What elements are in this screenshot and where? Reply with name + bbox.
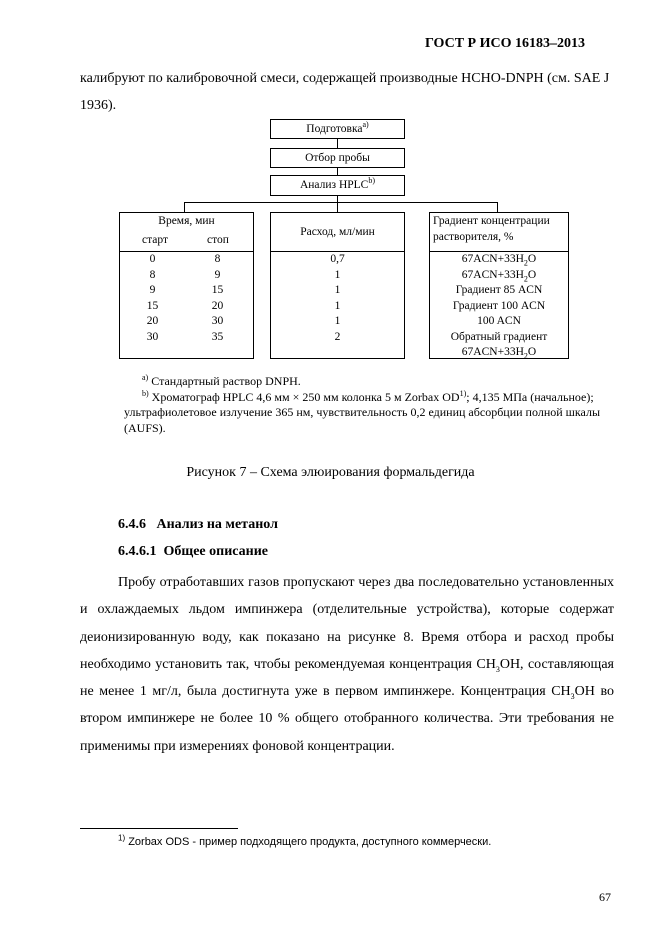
subscript-3: 3: [495, 664, 500, 674]
stop-cell: 15: [211, 284, 224, 296]
connector-line: [337, 139, 338, 148]
subscript-2: 2: [523, 351, 528, 361]
flow-cell: 0,7: [330, 253, 345, 265]
stop-header: стоп: [207, 234, 229, 246]
gradient-cell: Градиент 100 ACN: [452, 299, 546, 312]
start-column: [125, 252, 180, 345]
figure-caption: Рисунок 7 – Схема элюирования формальдегида: [186, 465, 475, 480]
gradient-cell: [429, 268, 569, 284]
stop-column: [190, 252, 245, 345]
branch-line: [337, 202, 338, 212]
note-b-footnote-ref: 1): [459, 388, 467, 398]
gradient-text: 67ACN+33H: [461, 253, 524, 265]
subsection-title: Общее описание: [163, 544, 269, 559]
branch-line: [497, 202, 498, 212]
start-cell: 9: [149, 284, 156, 296]
start-cell: 20: [146, 315, 159, 327]
start-cell: 0: [149, 253, 156, 265]
note-a: [124, 374, 624, 390]
step-hplc-label: Анализ HPLC: [299, 179, 369, 191]
note-a-text: Стандартный раствор DNPH.: [151, 374, 301, 388]
footnote-text: Zorbax ODS - пример подходящего продукта, доступного коммерчески.: [128, 836, 492, 848]
gradient-cell: [429, 252, 569, 268]
note-b-text2: ; 4,135 МПа (начальное); ультрафиолетовое излучение 365 нм, чувствительность 0,2 единиц абсорбции полной шкалы (AUFS).: [124, 389, 601, 435]
gradient-tail: O: [527, 268, 537, 281]
note-b-mark: b): [142, 388, 149, 398]
connector-line: [337, 168, 338, 175]
step-sampling-label: Отбор пробы: [305, 152, 370, 164]
subscript-2: 2: [523, 258, 528, 268]
start-cell: 15: [146, 299, 159, 312]
start-cell: 8: [149, 268, 156, 281]
paragraph-part: OH, составляющая не менее 1 мг/л, была достигнута уже в первом импинжере. Концентрация CH: [80, 656, 614, 700]
flow-cell: 2: [334, 330, 341, 343]
footnote-mark: 1): [118, 833, 126, 843]
page-number: 67: [599, 890, 611, 904]
note-b-text1: Хроматограф HPLC 4,6 мм × 250 мм колонка 5 м Zorbax OD: [151, 389, 460, 404]
section-number: 6.4.6: [118, 517, 146, 532]
gradient-tail: O: [527, 253, 537, 265]
stop-cell: 9: [214, 268, 221, 281]
gradient-text: 67ACN+33H: [461, 346, 524, 358]
subscript-3: 3: [570, 691, 575, 701]
paragraph-part: Пробу отработавших газов пропускают через два последовательно установленных и охлаждаемых льдом импинжера (отделительные устройства), которые содержат деионизированную воду, как показано на рисунке 8. Время отбора и расход пробы необходимо установить так, чтобы рекомендуемая концентрация CH: [80, 575, 614, 672]
subsection-number: 6.4.6.1: [118, 544, 157, 559]
step-hplc-box: [270, 175, 405, 196]
stop-cell: 30: [211, 315, 224, 327]
gradient-tail: O: [527, 346, 537, 358]
step-preparation-mark: а): [362, 120, 369, 130]
note-a-mark: а): [142, 373, 149, 382]
step-hplc-mark: b): [368, 176, 376, 186]
subscript-2: 2: [523, 273, 528, 283]
flow-cell: 1: [334, 315, 341, 327]
start-cell: 30: [146, 330, 159, 343]
intro-text: калибруют по калибровочной смеси, содержащей производные HCHO-DNPH (см. SAE J 1936).: [80, 71, 610, 113]
body-paragraph: [80, 569, 614, 760]
gradient-cell: Обратный градиент: [450, 330, 548, 343]
flow-cell: 1: [334, 284, 341, 296]
time-header: Время, мин: [158, 215, 215, 227]
gradient-header: Градиент концентрации растворителя, %: [433, 215, 550, 243]
flow-cell: 1: [334, 299, 341, 312]
gradient-text: 67ACN+33H: [461, 268, 524, 281]
page-footnote: [118, 833, 492, 848]
step-preparation-label: Подготовка: [306, 123, 363, 135]
start-header: старт: [142, 234, 168, 246]
document-header: ГОСТ Р ИСО 16183–2013: [424, 36, 585, 51]
gradient-cell: 100 ACN: [477, 315, 521, 327]
step-sampling-box: [270, 148, 405, 168]
subsection-heading: [118, 544, 268, 560]
section-heading: [118, 517, 278, 533]
paragraph-part: OH во втором импинжере не более 10 % общего отобранного количества. Эти требования не применимы при измерениях фоновой концентрации.: [80, 684, 614, 754]
flow-header: Расход, мл/мин: [300, 226, 375, 238]
figure-notes: [124, 374, 624, 436]
gradient-column: [429, 252, 569, 361]
gradient-cell: Градиент 85 ACN: [455, 284, 543, 296]
footnote-separator: [80, 828, 238, 829]
gradient-cell: [429, 345, 569, 361]
branch-line: [184, 202, 185, 212]
stop-cell: 35: [211, 330, 224, 343]
note-b: [124, 390, 624, 437]
section-title: Анализ на метанол: [156, 517, 278, 532]
stop-cell: 8: [214, 253, 221, 265]
stop-cell: 20: [211, 299, 224, 312]
flow-cell: 1: [334, 268, 341, 281]
flow-column: [270, 252, 405, 345]
branch-line: [184, 202, 498, 203]
step-preparation-box: [270, 119, 405, 139]
